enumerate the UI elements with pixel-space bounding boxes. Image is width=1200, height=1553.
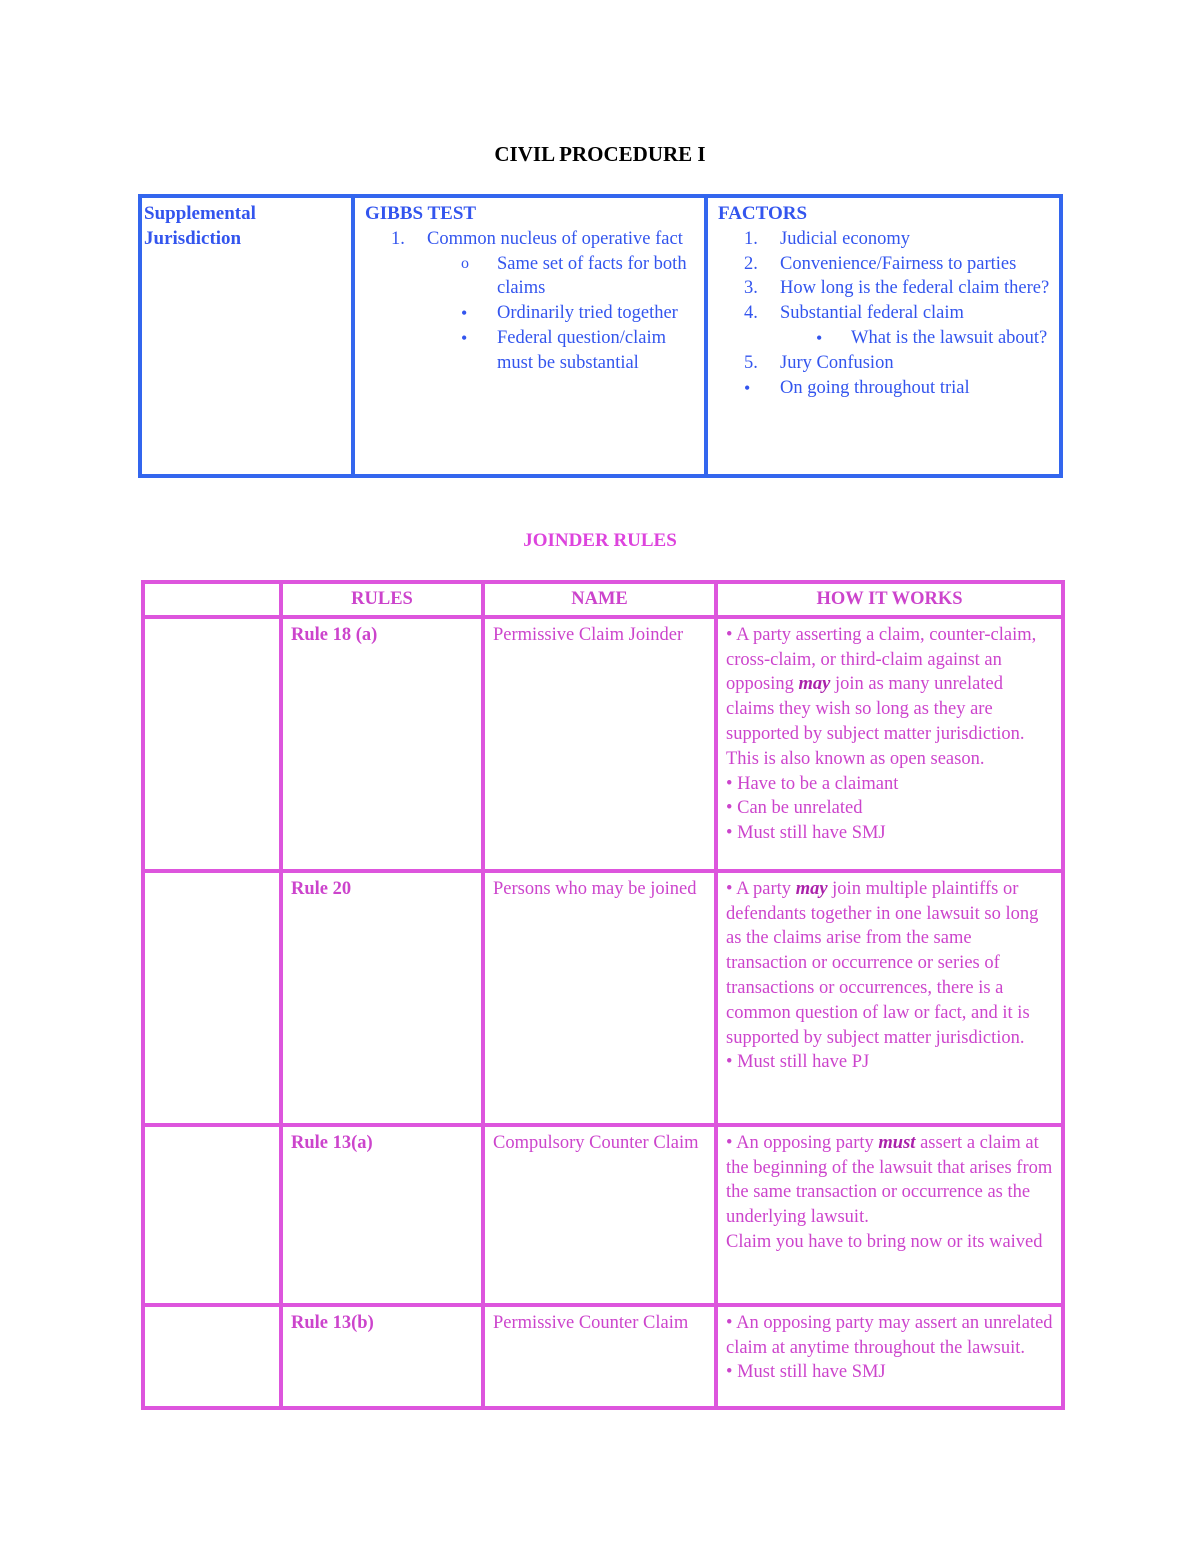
- joinder-rules-table: [141, 580, 1065, 1410]
- how-text: • A party: [726, 878, 796, 899]
- name-cell: Compulsory Counter Claim: [483, 1125, 716, 1305]
- supplemental-label: Supplemental Jurisdiction: [144, 203, 256, 249]
- rule-cell: Rule 20: [281, 871, 483, 1125]
- factor-text: Jury Confusion: [780, 352, 894, 373]
- factor-text: Judicial economy: [780, 228, 910, 249]
- gibbs-item-1: [357, 227, 702, 252]
- name-cell: Permissive Counter Claim: [483, 1305, 716, 1408]
- gibbs-subitem-text: Federal question/claim must be substantial: [497, 327, 667, 373]
- table-row: [143, 1125, 1063, 1305]
- factor-number: 1.: [744, 228, 758, 249]
- how-it-works-cell: [716, 871, 1063, 1125]
- factor-text: How long is the federal claim there?: [780, 278, 1050, 299]
- bullet-icon: •: [461, 303, 468, 324]
- factor-subitem: [710, 326, 1057, 351]
- factor-number: 3.: [744, 278, 758, 299]
- column-header: HOW IT WORKS: [716, 582, 1063, 617]
- name-cell: Persons who may be joined: [483, 871, 716, 1125]
- factors-cell: [706, 196, 1061, 476]
- column-header: [143, 582, 281, 617]
- table-row: [143, 1305, 1063, 1408]
- factors-heading: FACTORS: [718, 203, 808, 224]
- factor-number: 5.: [744, 352, 758, 373]
- how-text: • An opposing party: [726, 1132, 879, 1153]
- empty-cell: [143, 617, 281, 871]
- emphasis-text: may: [798, 674, 831, 695]
- factor-text: Substantial federal claim: [780, 303, 964, 324]
- gibbs-subitem: [357, 252, 702, 302]
- how-bullet: • Have to be a claimant: [726, 773, 899, 794]
- factor-item: [710, 276, 1057, 301]
- factor-item: [710, 301, 1057, 326]
- supplemental-label-cell: [140, 196, 353, 476]
- supplemental-jurisdiction-table: [138, 194, 1063, 478]
- how-text: assert a claim at the beginning of the lawsuit that arises from the same transaction or occurrence as the underlying lawsuit.: [726, 1132, 1053, 1228]
- factor-item: [710, 227, 1057, 252]
- factor-subitem-text: What is the lawsuit about?: [851, 327, 1048, 348]
- how-it-works-cell: [716, 617, 1063, 871]
- factor-number: 4.: [744, 303, 758, 324]
- how-note: Claim you have to bring now or its waived: [726, 1231, 1043, 1252]
- rule-cell: Rule 13(b): [281, 1305, 483, 1408]
- gibbs-item-1-number: 1.: [391, 228, 405, 249]
- bullet-icon: •: [461, 327, 468, 348]
- how-bullet: • Can be unrelated: [726, 798, 863, 819]
- gibbs-subitem: [357, 301, 702, 326]
- gibbs-subitem-text: Ordinarily tried together: [497, 303, 678, 324]
- how-text: • An opposing party may assert an unrelated claim at anytime throughout the lawsuit.: [726, 1312, 1053, 1358]
- table-row: [143, 871, 1063, 1125]
- gibbs-subitem-text: Same set of facts for both claims: [497, 253, 687, 299]
- joinder-header-row: [143, 582, 1063, 617]
- column-header: RULES: [281, 582, 483, 617]
- empty-cell: [143, 1305, 281, 1408]
- hollow-bullet-icon: o: [461, 254, 469, 272]
- emphasis-text: must: [878, 1132, 916, 1153]
- document-title: CIVIL PROCEDURE I: [494, 142, 706, 166]
- bullet-icon: •: [816, 327, 823, 348]
- gibbs-test-cell: [353, 196, 706, 476]
- factor-bullet-text: On going throughout trial: [780, 377, 970, 398]
- table-row: [143, 617, 1063, 871]
- how-it-works-cell: [716, 1305, 1063, 1408]
- gibbs-subitem: [357, 326, 702, 376]
- how-text: join multiple plaintiffs or defendants together in one lawsuit so long as the claims arise from the same transaction or occurrence or series of transactions or occurrences, there is a common question of law or fact, and it is supported by subject matter jurisdiction.: [726, 878, 1039, 1048]
- joinder-rules-title: JOINDER RULES: [523, 530, 677, 551]
- factor-item: [710, 252, 1057, 277]
- rule-cell: Rule 18 (a): [281, 617, 483, 871]
- emphasis-text: may: [795, 878, 828, 899]
- empty-cell: [143, 871, 281, 1125]
- gibbs-heading: GIBBS TEST: [365, 203, 477, 224]
- how-it-works-cell: [716, 1125, 1063, 1305]
- column-header: NAME: [483, 582, 716, 617]
- how-bullet: • Must still have SMJ: [726, 1362, 886, 1383]
- factor-number: 2.: [744, 253, 758, 274]
- factor-item: [710, 351, 1057, 376]
- bullet-icon: •: [744, 377, 751, 398]
- factor-text: Convenience/Fairness to parties: [780, 253, 1017, 274]
- how-text: • A party asserting a claim, counter-claim, cross-claim, or third-claim against an opposing: [726, 624, 1037, 695]
- empty-cell: [143, 1125, 281, 1305]
- how-bullet: • Must still have PJ: [726, 1052, 870, 1073]
- rule-cell: Rule 13(a): [281, 1125, 483, 1305]
- how-bullet: • Must still have SMJ: [726, 823, 886, 844]
- name-cell: Permissive Claim Joinder: [483, 617, 716, 871]
- factor-bullet-item: [710, 376, 1057, 401]
- gibbs-item-1-text: Common nucleus of operative fact: [427, 228, 683, 249]
- how-text: join as many unrelated claims they wish so long as they are supported by subject matter jurisdiction. This is also known as open season.: [726, 674, 1025, 769]
